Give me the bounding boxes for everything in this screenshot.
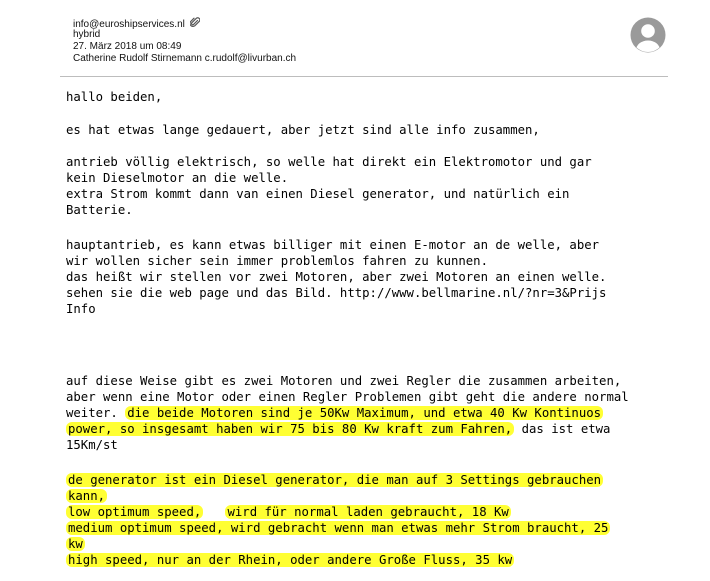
- mail-body: [66, 0, 666, 567]
- greeting-line: hallo beiden,: [66, 90, 163, 104]
- highlighted-text: wird für normal laden gebraucht, 18 Kw: [227, 505, 509, 519]
- plain-text: das ist etwa: [514, 422, 611, 436]
- paragraph-line: [66, 552, 514, 568]
- paragraph-line: antrieb völlig elektrisch, so welle hat direkt ein Elektromotor und gar: [66, 155, 592, 169]
- highlighted-text: high speed, nur an der Rhein, oder andere Große Fluss, 35 kw: [68, 553, 513, 567]
- highlighted-text: low optimum speed,: [68, 505, 202, 519]
- paragraph-line: sehen sie die web page und das Bild. http://www.bellmarine.nl/?nr=3&Prijs: [66, 286, 607, 300]
- paragraph-line: das heißt wir stellen vor zwei Motoren, aber zwei Motoren an einen welle.: [66, 270, 607, 284]
- paragraph-line: Batterie.: [66, 203, 133, 217]
- highlighted-text: kann,: [68, 489, 106, 503]
- plain-text: weiter.: [66, 406, 118, 420]
- highlighted-text: die beide Motoren sind je 50Kw Maximum, und etwa 40 Kw Kontinuos: [127, 406, 602, 420]
- paragraph-line: aber wenn eine Motor oder einen Regler Problemen gibt geht die andere normal: [66, 390, 629, 404]
- highlighted-text: medium optimum speed, wird gebracht wenn man etwas mehr Strom braucht, 25: [68, 521, 609, 535]
- paragraph-line: Info: [66, 302, 96, 316]
- paragraph-line: auf diese Weise gibt es zwei Motoren und zwei Regler die zusammen arbeiten,: [66, 374, 622, 388]
- paragraph-line: [66, 488, 107, 504]
- highlighted-text: kw: [68, 537, 83, 551]
- paragraph-line: [66, 520, 610, 536]
- to-value[interactable]: Catherine Rudolf Stirnemann c.rudolf@livurban.ch: [73, 53, 297, 64]
- paragraph-line: extra Strom kommt dann van einen Diesel generator, und natürlich ein: [66, 187, 570, 201]
- paragraph-line: [66, 405, 603, 421]
- paragraph-line: wir wollen sicher sein immer problemlos fahren zu kunnen.: [66, 254, 488, 268]
- paragraph-line: [66, 472, 603, 488]
- date-value: 27. März 2018 um 08:49: [73, 41, 182, 52]
- paragraph-line: hauptantrieb, es kann etwas billiger mit einen E-motor an de welle, aber: [66, 238, 600, 252]
- subject-value: hybrid: [73, 29, 101, 40]
- paragraph-line: [66, 536, 85, 552]
- paragraph-line: 15Km/st: [66, 438, 118, 452]
- paragraph-line: kein Dieselmotor an die welle.: [66, 171, 289, 185]
- paragraph-line: [66, 504, 511, 520]
- highlighted-text: power, so insgesamt haben wir 75 bis 80 Kw kraft zum Fahren,: [68, 422, 513, 436]
- paragraph-line: es hat etwas lange gedauert, aber jetzt sind alle info zusammen,: [66, 123, 540, 137]
- from-address[interactable]: info@euroshipservices.nl: [73, 19, 185, 30]
- paragraph-line: [66, 421, 610, 437]
- highlighted-text: de generator ist ein Diesel generator, die man auf 3 Settings gebrauchen: [68, 473, 602, 487]
